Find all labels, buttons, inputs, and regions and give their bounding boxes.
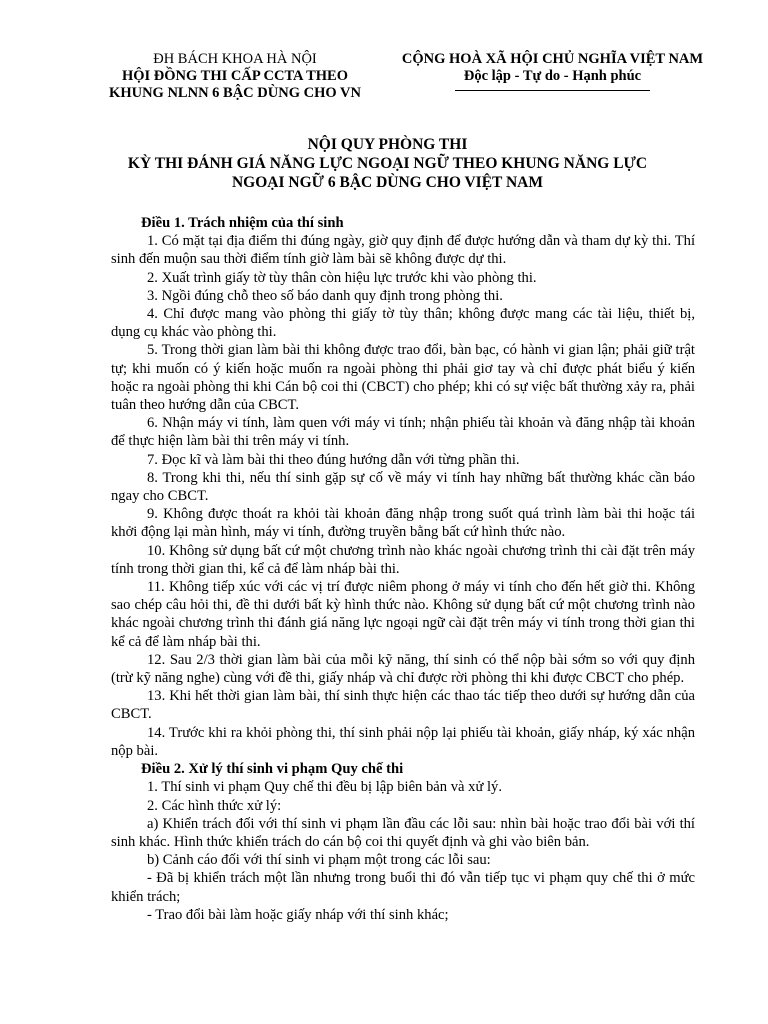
national-header (380, 51, 725, 85)
national-motto: Độc lập - Tự do - Hạnh phúc (463, 68, 642, 84)
article-2-item: - Trao đổi bài làm hoặc giấy nháp với thí sinh khác; (147, 906, 449, 923)
article-1-item: 6. Nhận máy vi tính, làm quen với máy vi tính; nhận phiếu tài khoản và đăng nhập tài khoản để thực hiện làm bài thi trên máy vi tính. (111, 415, 695, 450)
issuing-body-header (90, 51, 380, 102)
exam-council-name-cont: KHUNG NLNN 6 BẬC DÙNG CHO VN (109, 85, 361, 101)
article-2-item: - Đã bị khiển trách một lần nhưng trong buổi thi đó vẫn tiếp tục vi phạm quy chế thi ở mức khiển trách; (111, 870, 695, 905)
article-1-item: 13. Khi hết thời gian làm bài, thí sinh thực hiện các thao tác tiếp theo dưới sự hướng dẫn của CBCT. (111, 688, 695, 723)
title-line-1: NỘI QUY PHÒNG THI (307, 136, 468, 153)
article-1-item: 9. Không được thoát ra khỏi tài khoản đăng nhập trong suốt quá trình làm bài thi hoặc tái khởi động lại màn hình, máy vi tính, đường truyền bằng bất cứ hình thức nào. (111, 506, 695, 541)
motto-underline (455, 90, 650, 91)
document-body (111, 214, 695, 924)
article-1-item: 3. Ngồi đúng chỗ theo số báo danh quy định trong phòng thi. (147, 287, 503, 304)
article-2-item: 1. Thí sinh vi phạm Quy chế thi đều bị lập biên bản và xử lý. (147, 779, 502, 796)
article-1-item: 11. Không tiếp xúc với các vị trí được niêm phong ở máy vi tính cho đến hết giờ thi. Không sao chép câu hỏi thi, đề thi dưới bất kỳ hình thức nào. Không sử dụng bất cứ một chương trình nào khác ngoài chương trình thi đánh giá năng lực ngoại ngữ cài đặt trên máy vi tính trong thời gian thi kể cả để làm nháp bài thi. (111, 579, 695, 650)
article-1-heading: Điều 1. Trách nhiệm của thí sinh (141, 215, 344, 231)
national-title: CỘNG HOÀ XÃ HỘI CHỦ NGHĨA VIỆT NAM (401, 51, 704, 67)
article-2-item: a) Khiển trách đối với thí sinh vi phạm lần đầu các lỗi sau: nhìn bài hoặc trao đổi bài với thí sinh khác. Hình thức khiển trách do cán bộ coi thi quyết định và ghi vào biên bản. (111, 815, 695, 850)
exam-council-name: HỘI ĐỒNG THI CẤP CCTA THEO (121, 68, 348, 84)
article-2-item: 2. Các hình thức xử lý: (147, 797, 282, 814)
article-2-heading: Điều 2. Xử lý thí sinh vi phạm Quy chế thi (141, 761, 404, 778)
document-title (80, 135, 695, 192)
article-1-item: 4. Chỉ được mang vào phòng thi giấy tờ tùy thân; không được mang các tài liệu, thiết bị, dụng cụ khác vào phòng thi. (111, 306, 695, 341)
title-line-2: KỲ THI ĐÁNH GIÁ NĂNG LỰC NGOẠI NGỮ THEO KHUNG NĂNG LỰC (127, 155, 648, 172)
article-1-item: 8. Trong khi thi, nếu thí sinh gặp sự cố về máy vi tính hay những bất thường khác cần báo ngay cho CBCT. (111, 469, 695, 505)
article-1-item: 7. Đọc kĩ và làm bài thi theo đúng hướng dẫn với từng phần thi. (147, 451, 520, 468)
article-2-item: b) Cảnh cáo đối với thí sinh vi phạm một trong các lỗi sau: (147, 852, 491, 869)
article-1-item: 2. Xuất trình giấy tờ tùy thân còn hiệu lực trước khi vào phòng thi. (147, 269, 537, 286)
article-1-item: 10. Không sử dụng bất cứ một chương trình nào khác ngoài chương trình thi cài đặt trên máy tính trong thời gian thi, kể cả để làm nháp bài thi. (111, 542, 695, 577)
university-name: ĐH BÁCH KHOA HÀ NỘI (153, 51, 317, 67)
article-1-item: 5. Trong thời gian làm bài thi không được trao đổi, bàn bạc, có hành vi gian lận; phải giữ trật tự; khi muốn có ý kiến hoặc muốn ra ngoài phòng thi phải giơ tay và chỉ được phát biểu ý kiến hoặc ra ngoài phòng thi khi Cán bộ coi thi (CBCT) cho phép; khi có sự việc bất thường xảy ra, phải tuân theo hướng dẫn của CBCT. (111, 342, 695, 414)
article-1-item: 1. Có mặt tại địa điểm thi đúng ngày, giờ quy định để được hướng dẫn và tham dự kỳ thi. Thí sinh đến muộn sau thời điểm tính giờ làm bài sẽ không được dự thi. (111, 233, 695, 268)
article-1-item: 14. Trước khi ra khỏi phòng thi, thí sinh phải nộp lại phiếu tài khoản, giấy nháp, ký xác nhận nộp bài. (111, 724, 695, 759)
title-line-3: NGOẠI NGỮ 6 BẬC DÙNG CHO VIỆT NAM (231, 174, 544, 191)
article-1-item: 12. Sau 2/3 thời gian làm bài của mỗi kỹ năng, thí sinh có thể nộp bài sớm so với quy định (trừ kỹ năng nghe) cùng với đề thi, giấy nháp và chỉ được rời phòng thi khi được CBCT cho phép. (111, 651, 695, 687)
